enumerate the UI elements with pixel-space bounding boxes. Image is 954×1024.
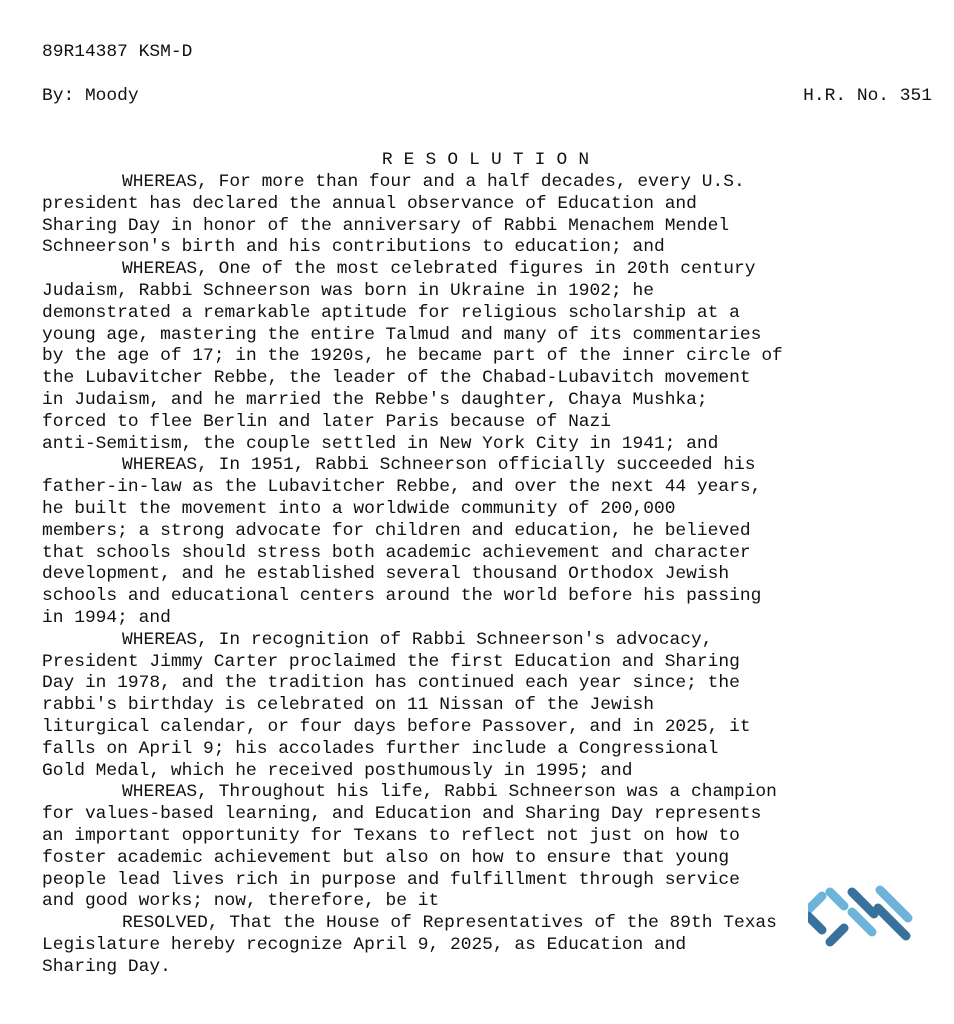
paragraph-line: Judaism, Rabbi Schneerson was born in Ukraine in 1902; he bbox=[42, 280, 654, 301]
chevron-watermark-icon bbox=[808, 884, 918, 950]
paragraph-line: WHEREAS, One of the most celebrated figures in 20th century bbox=[122, 259, 756, 280]
paragraph-line: WHEREAS, For more than four and a half decades, every U.S. bbox=[122, 172, 745, 192]
paragraph-line: in 1994; and bbox=[42, 607, 171, 628]
document-id: 89R14387 KSM-D bbox=[42, 42, 193, 62]
resolution-title: RESOLUTION bbox=[381, 150, 601, 170]
resolution-body bbox=[42, 172, 942, 978]
paragraph-line: president has declared the annual observance of Education and bbox=[42, 193, 697, 214]
paragraph-line: the Lubavitcher Rebbe, the leader of the Chabad-Lubavitch movement bbox=[42, 368, 751, 389]
paragraph-line: young age, mastering the entire Talmud and many of its commentaries bbox=[42, 324, 762, 345]
whereas-paragraph-1 bbox=[42, 172, 942, 259]
paragraph-line: anti-Semitism, the couple settled in New York City in 1941; and bbox=[42, 433, 719, 454]
logo-stroke bbox=[830, 928, 844, 942]
paragraph-line: in Judaism, and he married the Rebbe's daughter, Chaya Mushka; bbox=[42, 389, 708, 410]
paragraph-line: people lead lives rich in purpose and fulfillment through service bbox=[42, 869, 740, 890]
paragraph-line: and good works; now, therefore, be it bbox=[42, 891, 440, 912]
whereas-paragraph-4 bbox=[42, 630, 942, 783]
paragraph-line: Sharing Day in honor of the anniversary of Rabbi Menachem Mendel bbox=[42, 215, 730, 236]
paragraph-line: liturgical calendar, or four days before Passover, and in 2025, it bbox=[42, 716, 751, 737]
logo-stroke bbox=[808, 916, 822, 930]
paragraph-line: forced to flee Berlin and later Paris because of Nazi bbox=[42, 411, 612, 432]
paragraph-line: foster academic achievement but also on how to ensure that young bbox=[42, 847, 730, 868]
paragraph-line: an important opportunity for Texans to reflect not just on how to bbox=[42, 825, 740, 846]
logo-stroke bbox=[808, 896, 822, 910]
whereas-paragraph-5 bbox=[42, 782, 942, 913]
paragraph-line: he built the movement into a worldwide community of 200,000 bbox=[42, 498, 676, 519]
paragraph-line: Schneerson's birth and his contributions to education; and bbox=[42, 237, 665, 258]
paragraph-line: WHEREAS, In 1951, Rabbi Schneerson officially succeeded his bbox=[122, 455, 756, 476]
bill-number: H.R. No. 351 bbox=[803, 86, 932, 106]
paragraph-line: falls on April 9; his accolades further include a Congressional bbox=[42, 738, 719, 759]
paragraph-line: demonstrated a remarkable aptitude for religious scholarship at a bbox=[42, 302, 740, 323]
paragraph-line: by the age of 17; in the 1920s, he became part of the inner circle of bbox=[42, 346, 783, 367]
paragraph-line: development, and he established several thousand Orthodox Jewish bbox=[42, 564, 730, 585]
paragraph-line: RESOLVED, That the House of Representatives of the 89th Texas bbox=[122, 913, 777, 934]
whereas-paragraph-3 bbox=[42, 455, 942, 629]
paragraph-line: Legislature hereby recognize April 9, 2025, as Education and bbox=[42, 934, 687, 955]
paragraph-line: Sharing Day. bbox=[42, 956, 171, 977]
whereas-paragraph-2 bbox=[42, 259, 942, 455]
sponsor-line: By: Moody bbox=[42, 86, 139, 106]
paragraph-line: Gold Medal, which he received posthumously in 1995; and bbox=[42, 760, 633, 781]
paragraph-line: Day in 1978, and the tradition has continued each year since; the bbox=[42, 673, 740, 694]
paragraph-line: father-in-law as the Lubavitcher Rebbe, and over the next 44 years, bbox=[42, 477, 762, 498]
paragraph-line: WHEREAS, In recognition of Rabbi Schneerson's advocacy, bbox=[122, 629, 713, 650]
paragraph-line: President Jimmy Carter proclaimed the first Education and Sharing bbox=[42, 651, 740, 672]
paragraph-line: rabbi's birthday is celebrated on 11 Nissan of the Jewish bbox=[42, 695, 654, 716]
paragraph-line: for values-based learning, and Education and Sharing Day represents bbox=[42, 804, 762, 825]
logo-stroke bbox=[830, 892, 844, 906]
paragraph-line: that schools should stress both academic achievement and character bbox=[42, 542, 751, 563]
resolved-paragraph bbox=[42, 913, 942, 978]
paragraph-line: members; a strong advocate for children and education, he believed bbox=[42, 520, 751, 541]
paragraph-line: schools and educational centers around the world before his passing bbox=[42, 586, 762, 607]
paragraph-line: WHEREAS, Throughout his life, Rabbi Schneerson was a champion bbox=[122, 782, 777, 803]
